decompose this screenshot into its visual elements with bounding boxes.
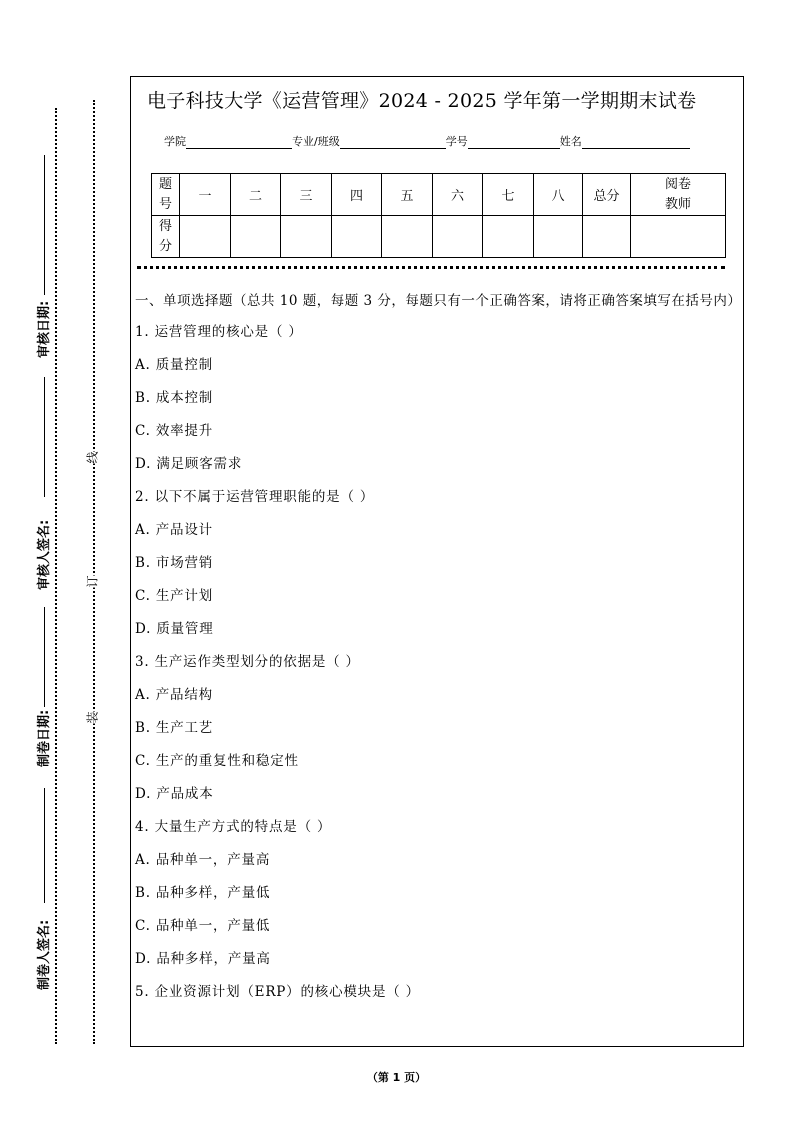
option-3-d: D. 产品成本 <box>135 786 214 802</box>
reviewer-signature-label: 审核人签名: <box>37 519 52 590</box>
score-cell-2[interactable] <box>231 216 281 258</box>
col-7: 七 <box>483 174 534 216</box>
binding-word-fold: 装 <box>83 711 102 723</box>
score-cell-5[interactable] <box>382 216 433 258</box>
major-class-label: 专业/班级 <box>292 135 340 148</box>
col-6: 六 <box>433 174 483 216</box>
preparer-signature-label: 制卷人签名: <box>37 919 52 990</box>
binding-dotted-line-outer <box>55 108 57 1044</box>
score-cell-4[interactable] <box>332 216 382 258</box>
col-8: 八 <box>534 174 583 216</box>
col-total: 总分 <box>583 174 631 216</box>
option-4-a: A. 品种单一，产量高 <box>135 852 271 868</box>
prep-date-label: 制卷日期: <box>37 709 52 767</box>
score-cell-6[interactable] <box>433 216 483 258</box>
option-4-d: D. 品种多样，产量高 <box>135 951 271 967</box>
score-table-score-row <box>152 216 726 258</box>
col-2: 二 <box>231 174 281 216</box>
binding-word-bind: 订 <box>83 575 102 587</box>
score-cell-3[interactable] <box>281 216 332 258</box>
major-class-field[interactable] <box>340 136 446 149</box>
student-info-row <box>164 133 690 149</box>
question-5: 5. 企业资源计划（ERP）的核心模块是（ ） <box>135 984 420 1000</box>
student-id-label: 学号 <box>445 135 468 148</box>
option-2-d: D. 质量管理 <box>135 621 214 637</box>
question-3: 3. 生产运作类型划分的依据是（ ） <box>135 654 360 670</box>
prep-date-line <box>44 607 45 707</box>
score-cell-total[interactable] <box>583 216 631 258</box>
exam-content <box>135 290 742 1015</box>
section-heading: 一、单项选择题（总共 10 题，每题 3 分，每题只有一个正确答案，请将正确答案填写在括号内） <box>135 293 742 309</box>
option-2-b: B. 市场营销 <box>135 555 214 571</box>
college-field[interactable] <box>186 136 292 149</box>
binding-dotted-line-inner <box>93 100 95 1044</box>
question-2: 2. 以下不属于运营管理职能的是（ ） <box>135 489 375 505</box>
question-number-header: 题 号 <box>152 174 180 216</box>
col-3: 三 <box>281 174 332 216</box>
option-3-b: B. 生产工艺 <box>135 720 214 736</box>
preparer-signature-line <box>44 788 45 903</box>
option-4-b: B. 品种多样，产量低 <box>135 885 271 901</box>
dotted-separator <box>137 266 725 269</box>
option-2-c: C. 生产计划 <box>135 588 214 604</box>
name-label: 姓名 <box>559 135 582 148</box>
college-label: 学院 <box>164 135 186 148</box>
col-4: 四 <box>332 174 382 216</box>
grader-header: 阅卷 教师 <box>631 174 726 216</box>
col-5: 五 <box>382 174 433 216</box>
question-list <box>135 322 735 1015</box>
reviewer-signature-line <box>44 377 45 497</box>
score-cell-8[interactable] <box>534 216 583 258</box>
grader-cell[interactable] <box>631 216 726 258</box>
review-date-line <box>44 155 45 295</box>
question-1: 1. 运营管理的核心是（ ） <box>135 324 303 340</box>
option-3-c: C. 生产的重复性和稳定性 <box>135 753 299 769</box>
option-1-b: B. 成本控制 <box>135 390 214 406</box>
score-header: 得 分 <box>152 216 180 258</box>
score-cell-1[interactable] <box>180 216 231 258</box>
page-number: （第 1 页） <box>366 1071 427 1084</box>
col-1: 一 <box>180 174 231 216</box>
exam-title: 电子科技大学《运营管理》2024 - 2025 学年第一学期期末试卷 <box>147 90 697 112</box>
score-table-header-row <box>152 174 726 216</box>
option-2-a: A. 产品设计 <box>135 522 213 538</box>
score-table <box>151 173 726 258</box>
option-4-c: C. 品种单一，产量低 <box>135 918 271 934</box>
option-1-d: D. 满足顾客需求 <box>135 456 243 472</box>
score-cell-7[interactable] <box>483 216 534 258</box>
option-1-a: A. 质量控制 <box>135 357 213 373</box>
binding-word-line: 线 <box>83 451 102 463</box>
name-field[interactable] <box>582 136 690 149</box>
student-id-field[interactable] <box>468 136 560 149</box>
review-date-label: 审核日期: <box>37 300 52 358</box>
option-1-c: C. 效率提升 <box>135 423 214 439</box>
question-4: 4. 大量生产方式的特点是（ ） <box>135 819 332 835</box>
option-3-a: A. 产品结构 <box>135 687 213 703</box>
